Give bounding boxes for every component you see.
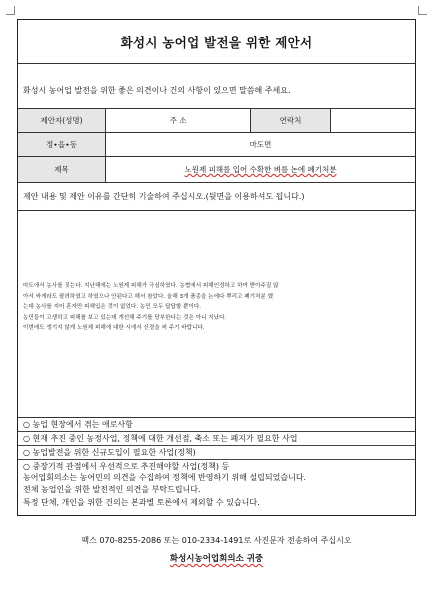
content-line: 농민들이 고생하고 피해를 보고 있는데 개선해 주기를 당부한다는 것은 아니 지났다.: [23, 314, 227, 321]
region-label: 정∙읍∙동: [18, 133, 106, 156]
content-line: 는데 농사를 지어 혼자만 피해입은 것이 없었다. 농민 모두 답답할 뿐이다.: [23, 304, 202, 310]
subject-value[interactable]: [106, 157, 415, 182]
category-item: ○ 농업 현장에서 겪는 애로사항: [18, 418, 415, 432]
proposal-form: [17, 19, 416, 516]
note-line: 특정 단체, 개인을 위한 건의는 본과별 토론에서 제외할 수 있습니다.: [23, 497, 260, 507]
crop-mark-top-right: [418, 6, 427, 15]
recipient-signature: 화성시농어업회의소 귀중: [169, 554, 264, 564]
contact-value[interactable]: [331, 109, 415, 132]
note-line: 전체 농업인을 위한 발전적인 의견을 부탁드립니다.: [23, 485, 201, 494]
proposer-value[interactable]: 주 소: [106, 109, 251, 132]
note-line: 농어업회의소는 농어민의 의견을 수집하여 정책에 반영하기 위해 설립되었습니다.: [23, 472, 307, 482]
subject-label: 제목: [18, 157, 106, 182]
content-line: 이번에도 생기지 않게 노원제 피해에 대한 시에서 신경을 써 주기 바랍니다.: [23, 325, 205, 331]
crop-mark-top-left: [6, 6, 15, 15]
subject-row: [18, 157, 415, 183]
category-item: ○ 현재 추진 중인 농정사업, 정책에 대한 개선점, 축소 또는 폐지가 필요한 사업: [18, 432, 415, 446]
region-value[interactable]: 마도면: [249, 140, 272, 149]
fax-instruction: 팩스 070-8255-2086 또는 010-2334-1491로 사진문자 전송하여 주십시오: [81, 536, 352, 545]
region-row: [18, 133, 415, 157]
category-item: ○ 중장기적 관점에서 우선적으로 추진해야할 사업(정책) 등: [23, 462, 230, 471]
notes-block: [23, 459, 411, 509]
proposal-content[interactable]: [18, 211, 415, 418]
category-item: ○ 농업발전을 위한 신규도입이 필요한 사업(정책): [18, 446, 415, 460]
intro-text: 화성시 농어업 발전을 위한 좋은 의견이나 건의 사항이 있으면 말씀해 주세요.: [18, 64, 415, 109]
form-title: 화성시 농어업 발전을 위한 제안서: [18, 20, 415, 64]
subject-text: 노원제 피해를 입어 수확한 벼를 논에 폐기처분: [184, 165, 337, 174]
proposer-label: 제안자(성명): [18, 109, 106, 132]
content-guide: 제안 내용 및 제안 이유를 간단히 기술하여 주십시오.(뒷면을 이용하셔도 됩니다.): [18, 183, 415, 211]
content-line: 아서 싸게라도 팔려하였고 하였으나 안된다고 해서 참았다. 올해 3개 품종을 논에다 뿌리고 폐기처분 했: [23, 293, 273, 300]
proposer-row: [18, 109, 415, 133]
contact-label: 연락처: [251, 109, 331, 132]
content-line: 마도에서 농사를 짓는다. 지난해에는 노원제 피해가 극심하였다. 농협에서 피해인정하고 하여 받아주질 않: [23, 283, 279, 289]
